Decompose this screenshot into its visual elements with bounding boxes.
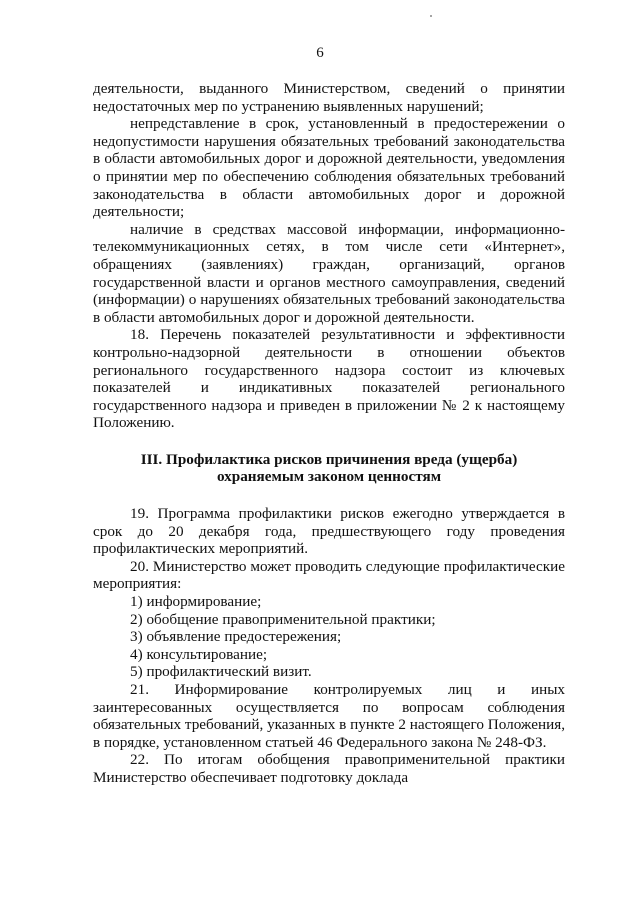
- list-item: 5) профилактический визит.: [130, 663, 312, 681]
- page-number: 6: [316, 45, 324, 61]
- list-item: 2) обобщение правоприменительной практики;: [130, 610, 436, 628]
- paragraph-non-submission: непредставление в срок, установленный в предостережении о недопустимости нарушения обязательных требований законодательства в области автомобильных дорог и дорожной деятельности, уведомления о принятии мер по обеспечению соблюдения обязательных требований законодательства в области автомобильных дорог и дорожной деятельности;: [93, 115, 565, 221]
- paragraph-21: 21. Информирование контролируемых лиц и иных заинтересованных осуществляется по вопросам соблюдения обязательных требований, указанных в пункте 2 настоящего Положения, в порядке, установленном статьей 46 Федерального закона № 248-ФЗ.: [93, 681, 565, 751]
- paragraph-continuation: деятельности, выданного Министерством, сведений о принятии недостаточных мер по устранению выявленных нарушений;: [93, 80, 565, 115]
- section-heading-line-2: охраняемым законом ценностям: [216, 468, 442, 486]
- list-item: 3) объявление предостережения;: [130, 628, 342, 646]
- paragraph-media-information: наличие в средствах массовой информации, информационно-телекоммуникационных сетях, в том числе сети «Интернет», обращениях (заявлениях) граждан, организаций, органов государственной власти и органов местного самоуправления, сведений (информации) о нарушениях обязательных требований законодательства в области автомобильных дорог и дорожной деятельности.: [93, 220, 565, 326]
- section-heading-line-1: III. Профилактика рисков причинения вреда (ущерба): [140, 450, 518, 468]
- paragraph-20: 20. Министерство может проводить следующие профилактические мероприятия:: [93, 557, 565, 593]
- preventive-measures-list: [93, 593, 565, 681]
- section-heading: [93, 451, 565, 486]
- paragraph-18: 18. Перечень показателей результативности и эффективности контрольно-надзорной деятельности в отношении объектов регионального государственного надзора состоит из ключевых показателей и индикативных показателей регионального государственного надзора и приведен в приложении № 2 к настоящему Положению.: [93, 326, 565, 432]
- list-item: 1) информирование;: [130, 593, 262, 611]
- paragraph-22: 22. По итогам обобщения правоприменительной практики Министерство обеспечивает подготовку доклада: [93, 751, 565, 786]
- document-body: [93, 80, 565, 787]
- list-item: 4) консультирование;: [130, 645, 268, 663]
- paragraph-19: 19. Программа профилактики рисков ежегодно утверждается в срок до 20 декабря года, предшествующего году проведения профилактических мероприятий.: [93, 505, 565, 558]
- scan-speck: [430, 15, 432, 17]
